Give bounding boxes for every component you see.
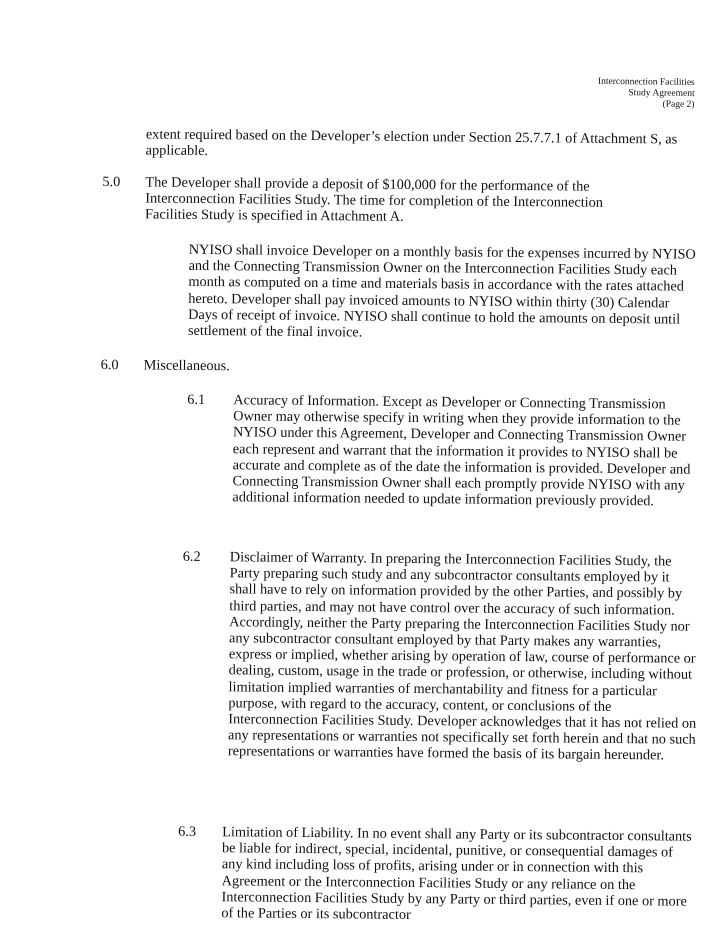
subsection-6-2-text: Disclaimer of Warranty. In preparing the Interconnection Facilities Study, the Party preparing such study and any subcontractor consultants employed by it shall have to rely on information provided by the other Parties, and possibly by third parties, and may not have control over the accuracy of such information. Accordingly, neither the Party preparing the Interconnection Facilities Study nor any subcontractor consultant employed by that Party makes any warranties, express or implied, whether arising by operation of law, course of performance or dealing, custom, usage in the trade or profession, or otherwise, including without limitation implied warranties of merchantability and fitness for a particular purpose, with regard to the accuracy, content, or conclusions of the Interconnection Facilities Study. Developer acknowledges that it has not relied on any representations or warranties not specifically set forth herein and that no such representations or warranties have formed the basis of its bargain hereunder. xyxy=(227,549,697,764)
subsection-6-2-number: 6.2 xyxy=(182,548,201,565)
section-6-title: Miscellaneous. xyxy=(143,357,230,375)
section-5-text: The Developer shall provide a deposit of $100,000 for the performance of the Interconnection Facilities Study. The time for completion of the Interconnection Facilities Study is specified in Attachment A. xyxy=(145,174,604,226)
subsection-6-3-text: Limitation of Liability. In no event shall any Party or its subcontractor consultants be liable for indirect, special, incidental, punitive, or consequential damages of any kind including loss of profits, arising under or in connection with this Agreement or the Interconnection Facilities Study or any reliance on the Interconnection Facilities Study by any Party or third parties, even if one or more of the Parties or its subcontractor xyxy=(221,824,692,924)
subsection-6-1-text: Accuracy of Information. Except as Developer or Connecting Transmission Owner may otherwise specify in writing when they provide information to the NYISO under this Agreement, Developer and Connecting Transmission Owner each represent and warrant that the information it provides to NYISO shall be accurate and complete as of the date the information is provided. Developer and Connecting Transmission Owner shall each promptly provide NYISO with any additional information needed to update information previously provided. xyxy=(232,392,691,510)
section-5-invoice-paragraph: NYISO shall invoice Developer on a monthly basis for the expenses incurred by NYISO and the Connecting Transmission Owner on the Interconnection Facilities Study each month as computed on a time and materials basis in accordance with the rates attached hereto. Developer shall pay invoiced amounts to NYISO within thirty (30) Calendar Days of receipt of invoice. NYISO shall continue to hold the amounts on deposit until settlement of the final invoice. xyxy=(187,241,696,341)
header-agreement-title: Interconnection Facilities xyxy=(598,76,695,88)
header-page-number: (Page 2) xyxy=(662,99,695,110)
section-5-number: 5.0 xyxy=(102,174,121,191)
section-6-number: 6.0 xyxy=(100,357,119,374)
header-agreement-subtitle: Study Agreement xyxy=(628,88,695,99)
subsection-6-1-number: 6.1 xyxy=(187,391,206,409)
subsection-6-3-number: 6.3 xyxy=(178,823,197,840)
intro-continuation: extent required based on the Developer’s election under Section 25.7.7.1 of Attachment S, as applicable. xyxy=(145,126,678,160)
